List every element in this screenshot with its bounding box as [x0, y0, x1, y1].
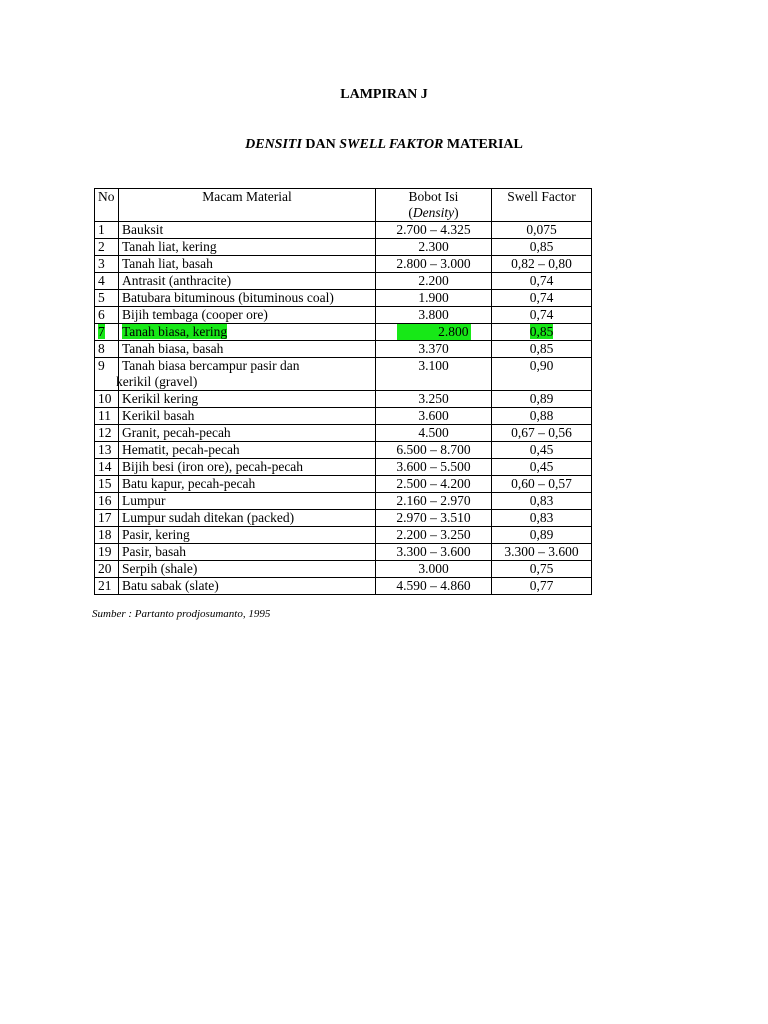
- cell-swell-text: 3.300 – 3.600: [504, 544, 579, 559]
- cell-no-text: 20: [98, 561, 112, 576]
- cell-density-text: 3.100: [418, 358, 449, 373]
- cell-density: [376, 476, 492, 493]
- table-row: [95, 442, 592, 459]
- cell-material-text: Tanah biasa, basah: [122, 341, 224, 356]
- cell-density: [376, 358, 492, 391]
- cell-swell-text: 0,75: [529, 561, 554, 576]
- cell-swell: [492, 493, 592, 510]
- cell-density-text: 2.700 – 4.325: [396, 222, 471, 237]
- cell-swell-text: 0,89: [529, 391, 554, 406]
- cell-swell-text: 0,075: [526, 222, 557, 237]
- cell-density: [376, 408, 492, 425]
- cell-density-text: 2.300: [418, 239, 449, 254]
- cell-material: [119, 273, 376, 290]
- table-row: [95, 307, 592, 324]
- cell-density: [376, 459, 492, 476]
- cell-density-text: 2.160 – 2.970: [396, 493, 471, 508]
- cell-density-text: 3.300 – 3.600: [396, 544, 471, 559]
- table-row: [95, 493, 592, 510]
- cell-no-text: 19: [98, 544, 112, 559]
- cell-swell-text: 0,85: [529, 239, 554, 254]
- page-subtitle: [0, 137, 768, 153]
- cell-no-text: 14: [98, 459, 112, 474]
- cell-density-text: 1.900: [418, 290, 449, 305]
- cell-no-text: 17: [98, 510, 112, 525]
- cell-material: [119, 391, 376, 408]
- cell-density: [376, 561, 492, 578]
- cell-material-text: Pasir, basah: [122, 544, 186, 559]
- cell-no-text: 3: [98, 256, 105, 271]
- cell-no: [95, 544, 119, 561]
- cell-no-text: 6: [98, 307, 105, 322]
- cell-density: [376, 256, 492, 273]
- subtitle-part-material: MATERIAL: [443, 137, 523, 152]
- cell-no: [95, 442, 119, 459]
- table-row: [95, 222, 592, 239]
- cell-swell-text: 0,83: [529, 510, 554, 525]
- cell-no-text: 8: [98, 341, 105, 356]
- cell-density-text: 3.370: [418, 341, 449, 356]
- table-row: [95, 358, 592, 391]
- cell-swell-text: 0,88: [529, 408, 554, 423]
- cell-density-text: 2.200: [418, 273, 449, 288]
- subtitle-part-swell-faktor: SWELL FAKTOR: [339, 137, 444, 152]
- cell-swell-text: 0,90: [529, 358, 554, 373]
- cell-no-text: 10: [98, 391, 112, 406]
- cell-no: [95, 561, 119, 578]
- cell-material: [119, 459, 376, 476]
- table-row: [95, 476, 592, 493]
- cell-no-text: 7: [98, 324, 105, 339]
- cell-density: [376, 578, 492, 595]
- header-material: Macam Material: [119, 189, 376, 222]
- cell-material: [119, 324, 376, 341]
- cell-swell: [492, 358, 592, 391]
- header-density-line2: Density: [412, 205, 455, 220]
- cell-no: [95, 459, 119, 476]
- cell-material-text: Bauksit: [122, 222, 164, 237]
- cell-material-text: Granit, pecah-pecah: [122, 425, 231, 440]
- cell-density-text: 3.250: [418, 391, 449, 406]
- cell-swell: [492, 459, 592, 476]
- cell-material-text: Hematit, pecah-pecah: [122, 442, 240, 457]
- cell-density-text: 2.800: [397, 324, 471, 340]
- table-row: [95, 527, 592, 544]
- cell-swell-text: 0,74: [529, 290, 554, 305]
- cell-density-text: 3.600 – 5.500: [396, 459, 471, 474]
- cell-swell: [492, 544, 592, 561]
- cell-material: [119, 408, 376, 425]
- cell-material: [119, 341, 376, 358]
- cell-no: [95, 578, 119, 595]
- table-row: [95, 561, 592, 578]
- cell-material-text: Pasir, kering: [122, 527, 190, 542]
- cell-material: [119, 510, 376, 527]
- table-row: [95, 578, 592, 595]
- cell-material-text: Batu sabak (slate): [122, 578, 219, 593]
- table-header-row: [95, 189, 592, 222]
- cell-density: [376, 493, 492, 510]
- cell-density: [376, 239, 492, 256]
- subtitle-part-dan: DAN: [301, 137, 340, 152]
- cell-swell-text: 0,82 – 0,80: [511, 256, 572, 271]
- cell-material-text: Lumpur: [122, 493, 166, 508]
- cell-density: [376, 307, 492, 324]
- cell-material-text: Antrasit (anthracite): [122, 273, 232, 288]
- header-swell: Swell Factor: [492, 189, 592, 222]
- cell-material: [119, 544, 376, 561]
- cell-material: [119, 442, 376, 459]
- cell-material-text: Kerikil kering: [122, 391, 199, 406]
- cell-density: [376, 341, 492, 358]
- cell-no: [95, 290, 119, 307]
- cell-density: [376, 510, 492, 527]
- cell-material: [119, 561, 376, 578]
- cell-density-text: 3.000: [418, 561, 449, 576]
- cell-material-text: Bijih tembaga (cooper ore): [122, 307, 268, 322]
- cell-swell-text: 0,67 – 0,56: [511, 425, 572, 440]
- header-density-line1: Bobot Isi: [408, 189, 459, 204]
- cell-swell: [492, 307, 592, 324]
- cell-material: [119, 222, 376, 239]
- cell-no: [95, 324, 119, 341]
- cell-no-text: 12: [98, 425, 112, 440]
- cell-material: [119, 239, 376, 256]
- table-row: [95, 408, 592, 425]
- cell-no: [95, 391, 119, 408]
- cell-no: [95, 239, 119, 256]
- cell-no-text: 9: [98, 358, 105, 373]
- table-row: [95, 290, 592, 307]
- table-body: [95, 222, 592, 595]
- cell-swell-text: 0,85: [529, 341, 554, 356]
- cell-no: [95, 341, 119, 358]
- cell-swell-text: 0,77: [529, 578, 554, 593]
- cell-density-text: 4.500: [418, 425, 449, 440]
- cell-swell: [492, 239, 592, 256]
- cell-swell: [492, 408, 592, 425]
- table-row: [95, 256, 592, 273]
- table-row: [95, 341, 592, 358]
- cell-swell: [492, 527, 592, 544]
- cell-material-text: Kerikil basah: [122, 408, 195, 423]
- cell-no-text: 4: [98, 273, 105, 288]
- source-citation: Sumber : Partanto prodjosumanto, 1995: [92, 608, 271, 620]
- cell-density-text: 2.200 – 3.250: [396, 527, 471, 542]
- cell-no: [95, 408, 119, 425]
- page-title: LAMPIRAN J: [340, 87, 428, 102]
- cell-material-text: Batubara bituminous (bituminous coal): [122, 290, 334, 305]
- cell-swell: [492, 391, 592, 408]
- material-table: [94, 188, 592, 595]
- cell-no-text: 11: [98, 408, 111, 423]
- cell-swell: [492, 578, 592, 595]
- table-row: [95, 425, 592, 442]
- cell-density-text: 3.800: [418, 307, 449, 322]
- cell-no: [95, 358, 119, 391]
- cell-swell: [492, 273, 592, 290]
- cell-swell: [492, 290, 592, 307]
- cell-material: [116, 358, 376, 391]
- cell-no-text: 16: [98, 493, 112, 508]
- cell-swell-text: 0,74: [529, 307, 554, 322]
- cell-swell-text: 0,45: [529, 459, 554, 474]
- cell-material-text: Serpih (shale): [122, 561, 198, 576]
- cell-material: [119, 527, 376, 544]
- cell-swell: [492, 561, 592, 578]
- cell-material-text: Batu kapur, pecah-pecah: [122, 476, 256, 491]
- table-row: [95, 459, 592, 476]
- cell-material: [119, 493, 376, 510]
- cell-material-text: Tanah biasa, kering: [122, 324, 228, 339]
- cell-swell-text: 0,45: [529, 442, 554, 457]
- table-row: [95, 391, 592, 408]
- cell-density: [376, 527, 492, 544]
- cell-swell: [492, 324, 592, 341]
- cell-material: [119, 425, 376, 442]
- cell-material-text: Bijih besi (iron ore), pecah-pecah: [122, 459, 304, 474]
- cell-density-text: 2.970 – 3.510: [396, 510, 471, 525]
- cell-material: [119, 307, 376, 324]
- table-row: [95, 324, 592, 341]
- cell-no-text: 15: [98, 476, 112, 491]
- cell-density: [376, 273, 492, 290]
- cell-swell-text: 0,60 – 0,57: [511, 476, 572, 491]
- cell-material-text: Tanah biasa bercampur pasir dan: [122, 358, 300, 373]
- header-no: No: [95, 189, 119, 222]
- cell-no-text: 5: [98, 290, 105, 305]
- cell-swell-text: 0,74: [529, 273, 554, 288]
- cell-material-text: Lumpur sudah ditekan (packed): [122, 510, 295, 525]
- cell-no: [95, 425, 119, 442]
- cell-swell-text: 0,85: [529, 324, 554, 339]
- table-row: [95, 273, 592, 290]
- cell-no-text: 13: [98, 442, 112, 457]
- cell-density: [376, 442, 492, 459]
- cell-density: [376, 391, 492, 408]
- cell-density: [376, 544, 492, 561]
- cell-no: [95, 256, 119, 273]
- cell-no: [95, 493, 119, 510]
- cell-material: [119, 476, 376, 493]
- cell-swell-text: 0,83: [529, 493, 554, 508]
- cell-density: [376, 425, 492, 442]
- table-row: [95, 239, 592, 256]
- cell-no: [95, 222, 119, 239]
- cell-density: [376, 222, 492, 239]
- header-density: Bobot Isi (Density): [376, 189, 492, 222]
- cell-density-text: 4.590 – 4.860: [396, 578, 471, 593]
- cell-swell: [492, 341, 592, 358]
- cell-swell: [492, 510, 592, 527]
- cell-material-text-line2: kerikil (gravel): [116, 374, 198, 389]
- cell-swell-text: 0,89: [529, 527, 554, 542]
- cell-no-text: 2: [98, 239, 105, 254]
- cell-density-text: 2.800 – 3.000: [396, 256, 471, 271]
- subtitle-part-densiti: DENSITI: [245, 137, 302, 152]
- cell-material-text: Tanah liat, kering: [122, 239, 217, 254]
- cell-swell: [492, 425, 592, 442]
- cell-swell: [492, 256, 592, 273]
- cell-material: [119, 578, 376, 595]
- cell-density-text: 2.500 – 4.200: [396, 476, 471, 491]
- cell-material-text: Tanah liat, basah: [122, 256, 213, 271]
- cell-no: [95, 476, 119, 493]
- cell-density-text: 3.600: [418, 408, 449, 423]
- cell-no: [95, 307, 119, 324]
- cell-no-text: 1: [98, 222, 105, 237]
- cell-material: [119, 256, 376, 273]
- cell-no: [95, 510, 119, 527]
- cell-no: [95, 273, 119, 290]
- cell-density: [376, 324, 492, 341]
- cell-no-text: 21: [98, 578, 112, 593]
- cell-material: [119, 290, 376, 307]
- cell-density: [376, 290, 492, 307]
- cell-no-text: 18: [98, 527, 112, 542]
- table-row: [95, 510, 592, 527]
- cell-no: [95, 527, 119, 544]
- table-row: [95, 544, 592, 561]
- cell-swell: [492, 222, 592, 239]
- cell-swell: [492, 442, 592, 459]
- cell-density-text: 6.500 – 8.700: [396, 442, 471, 457]
- cell-swell: [492, 476, 592, 493]
